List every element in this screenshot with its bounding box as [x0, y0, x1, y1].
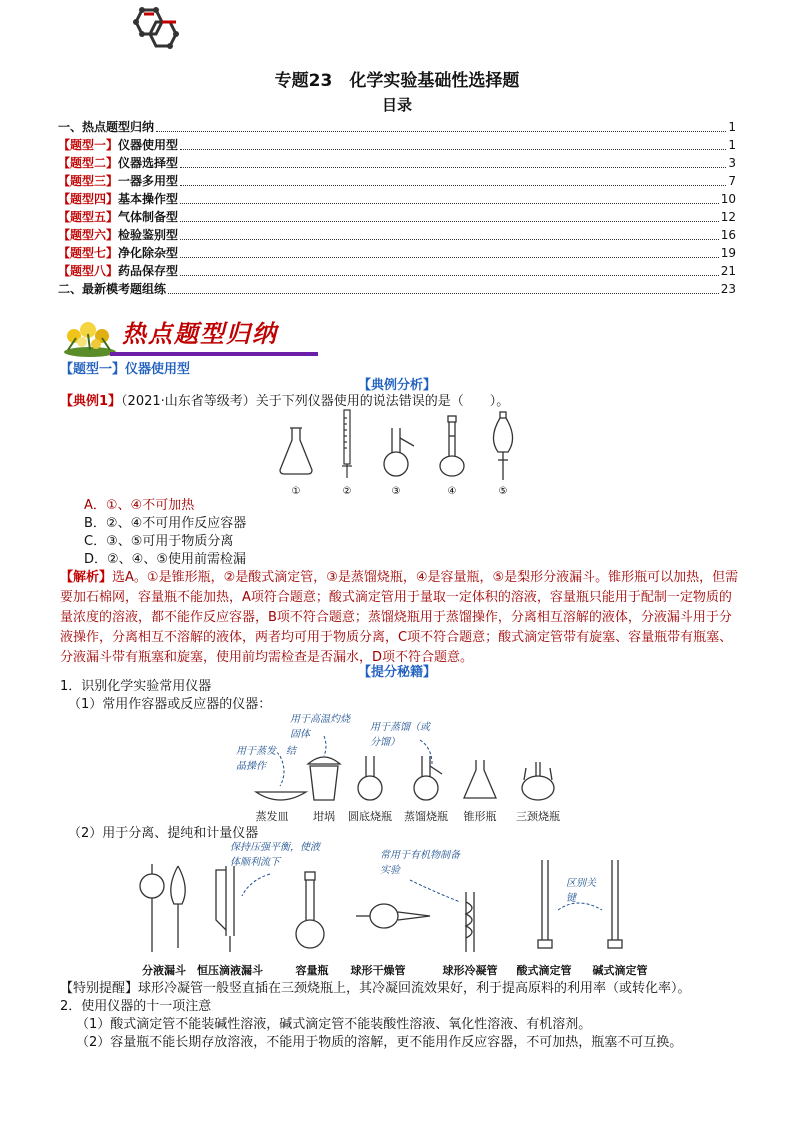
- note-crucible: 用于高温灼烧固体: [290, 714, 350, 740]
- toc-page-number: 3: [728, 156, 736, 170]
- toc-title: 一、热点题型归纳: [58, 120, 155, 134]
- toc-leader-dots: [180, 220, 719, 222]
- note-distill: 用于蒸馏（或分馏）: [370, 722, 430, 748]
- caption-condenser: 球形冷凝管: [442, 964, 498, 977]
- toc-page-number: 21: [720, 264, 736, 278]
- separatory-funnel-drawing: [493, 412, 512, 480]
- toc-page-number: 1: [728, 138, 736, 152]
- remark-tag: 【特别提醒】: [60, 981, 139, 996]
- example-source: （2021·山东省等级考）: [121, 394, 256, 409]
- example-question-text: 关于下列仪器使用的说法错误的是（ ）。: [255, 394, 510, 409]
- distillation-flask-drawing: [384, 428, 414, 476]
- toc-label: [58, 136, 178, 154]
- section-banner: [60, 312, 318, 358]
- toc-bracket: 【题型一】: [58, 138, 119, 152]
- toc-row[interactable]: [58, 208, 736, 226]
- toc-page-number: 23: [720, 282, 736, 296]
- example-heading: 【典例分析】: [357, 378, 436, 393]
- toc-row[interactable]: [58, 136, 736, 154]
- question-type-name: 仪器使用型: [125, 362, 191, 377]
- caption-acid-burette: 酸式滴定管: [516, 964, 572, 977]
- toc-title: 仪器选择型: [118, 156, 179, 170]
- toc-label: [58, 208, 178, 226]
- toc-bracket: 【题型五】: [58, 210, 119, 224]
- toc-bracket: 【题型六】: [58, 228, 119, 242]
- toc-row[interactable]: [58, 226, 736, 244]
- figure-label-3: ③: [391, 486, 401, 497]
- toc-row[interactable]: [58, 172, 736, 190]
- toc-row[interactable]: [58, 118, 736, 136]
- toc-page-number: 12: [720, 210, 736, 224]
- toc-leader-dots: [168, 292, 719, 294]
- tip-point-1: 1．识别化学实验常用仪器: [60, 679, 212, 694]
- toc-leader-dots: [156, 130, 726, 132]
- caption-base-burette: 碱式滴定管: [592, 964, 648, 977]
- volumetric-flask-drawing: [440, 416, 464, 476]
- toc-bracket: 【题型二】: [58, 156, 119, 170]
- toc-title: 气体制备型: [118, 210, 179, 224]
- toc-label: [58, 262, 178, 280]
- example-tag: 【典例1】: [60, 394, 122, 409]
- caption-crucible: 坩埚: [313, 810, 335, 823]
- caption-distillation-flask: 蒸馏烧瓶: [404, 810, 448, 823]
- tip-point-2: 2．使用仪器的十一项注意: [60, 999, 212, 1014]
- toc-bracket: 【题型四】: [58, 192, 119, 206]
- tips-heading: 【提分秘籍】: [357, 665, 436, 680]
- option-c: C．③、⑤可用于物质分离: [84, 534, 234, 549]
- option-b: B．②、④不可用作反应容器: [84, 516, 247, 531]
- caption-three-neck-flask: 三颈烧瓶: [516, 810, 560, 823]
- analysis-tag: 【解析】: [60, 570, 113, 585]
- toc-title: 仪器使用型: [118, 138, 179, 152]
- toc-label: [58, 280, 166, 298]
- toc-leader-dots: [180, 184, 726, 186]
- note-pressure: 保持压强平衡，使液体顺利流下: [230, 842, 320, 868]
- note-key-difference: 区别关键: [566, 878, 596, 904]
- distill-flask-shape: [414, 776, 438, 800]
- caption-volumetric-flask: 容量瓶: [295, 964, 329, 977]
- toc-label: [58, 154, 178, 172]
- toc-page-number: 19: [720, 246, 736, 260]
- toc-title: 净化除杂型: [118, 246, 179, 260]
- tip-note-2: （2）容量瓶不能长期存放溶液，不能用于物质的溶解，更不能用作反应容器，不可加热，瓶塞不可互换。: [76, 1035, 683, 1050]
- round-flask-shape: [358, 776, 382, 800]
- caption-round-bottom-flask: 圆底烧瓶: [348, 810, 392, 823]
- note-organic: 常用于有机物制备实验: [380, 850, 460, 876]
- figure-label-2: ②: [342, 486, 352, 497]
- tip-sub-1: （1）常用作容器或反应器的仪器：: [68, 697, 272, 712]
- tip-note-1: （1）酸式滴定管不能装碱性溶液，碱式滴定管不能装酸性溶液、氧化性溶液、有机溶剂。: [76, 1017, 592, 1032]
- header-logo: [122, 2, 192, 58]
- toc-leader-dots: [180, 166, 726, 168]
- toc-page-number: 16: [720, 228, 736, 242]
- toc-row[interactable]: [58, 262, 736, 280]
- toc-bracket: 【题型七】: [58, 246, 119, 260]
- toc-row[interactable]: [58, 280, 736, 298]
- tip-sub-2: （2）用于分离、提纯和计量仪器: [68, 826, 259, 841]
- toc-label: [58, 244, 178, 262]
- toc-leader-dots: [180, 256, 719, 258]
- analysis-paragraph: [60, 568, 740, 668]
- caption-evaporating-dish: 蒸发皿: [255, 810, 289, 823]
- toc-label: [58, 226, 178, 244]
- toc-title: 一器多用型: [118, 174, 179, 188]
- caption-conical-flask: 锥形瓶: [463, 810, 497, 823]
- toc-leader-dots: [180, 148, 726, 150]
- note-evaporate: 用于蒸发、结晶操作: [236, 746, 296, 772]
- separation-figure: [130, 840, 670, 976]
- banner-underline: [110, 352, 318, 356]
- toc-page-number: 7: [728, 174, 736, 188]
- crucible-shape: [310, 766, 338, 800]
- special-remark: [60, 979, 691, 999]
- toc-label: [58, 172, 178, 190]
- toc-page-number: 1: [728, 120, 736, 134]
- toc-leader-dots: [180, 274, 719, 276]
- option-a: A．①、④不可加热: [84, 498, 195, 513]
- toc-row[interactable]: [58, 154, 736, 172]
- erlenmeyer-shape: [464, 760, 496, 798]
- option-d: D．②、④、⑤使用前需检漏: [84, 552, 246, 567]
- containers-figure: [236, 712, 580, 823]
- toc-title: 二、最新模考题组练: [58, 282, 167, 296]
- toc-page-number: 10: [720, 192, 736, 206]
- toc-leader-dots: [180, 238, 719, 240]
- toc-title: 检验鉴别型: [118, 228, 179, 242]
- three-neck-flask-shape: [522, 776, 554, 800]
- toc-label: [58, 190, 178, 208]
- example-instruments-figure: [268, 408, 528, 498]
- analysis-text: 选A。①是锥形瓶，②是酸式滴定管，③是蒸馏烧瓶，④是容量瓶，⑤是梨形分液漏斗。锥形瓶可以加热，但需要加石棉网，容量瓶不能加热，A项符合题意；酸式滴定管用于量取一定体积的溶液，容量瓶只能用于配制一定物质的量浓度的溶液，都不能作反应容器，B项不符合题意；蒸馏烧瓶用于蒸馏操作，分离相互溶解的液体，分液漏斗用于分液操作，分离相互不溶解的液体，两者均可用于物质分离，C项不符合题意；酸式滴定管带有旋塞、容量瓶带有瓶塞、分液漏斗带有瓶塞和旋塞，使用前均需检查是否漏水，D项不符合题意。: [60, 570, 739, 665]
- toc-label: [58, 118, 154, 136]
- question-type-bracket: 【题型一】: [60, 362, 126, 377]
- toc-heading: 目录: [381, 96, 412, 114]
- banner-title: 热点题型归纳: [122, 319, 278, 348]
- toc-leader-dots: [180, 202, 719, 204]
- caption-separatory-funnel: 分液漏斗: [142, 964, 186, 977]
- burette-drawing: [342, 410, 352, 478]
- toc-row[interactable]: [58, 190, 736, 208]
- caption-pressure-funnel: 恒压滴液漏斗: [197, 964, 263, 977]
- figure-label-1: ①: [291, 486, 301, 497]
- remark-text: 球形冷凝管一般竖直插在三颈烧瓶上，其冷凝回流效果好，利于提高原料的利用率（或转化率）。: [138, 981, 691, 996]
- caption-drying-tube: 球形干燥管: [350, 964, 406, 977]
- evaporating-dish-shape: [256, 792, 306, 800]
- figure-label-4: ④: [447, 486, 457, 497]
- toc-title: 药品保存型: [118, 264, 179, 278]
- figure-label-5: ⑤: [498, 486, 508, 497]
- crucible-lid-shape: [308, 757, 340, 764]
- toc-bracket: 【题型三】: [58, 174, 119, 188]
- toc-row[interactable]: [58, 244, 736, 262]
- toc-title: 基本操作型: [118, 192, 179, 206]
- toc-bracket: 【题型八】: [58, 264, 119, 278]
- conical-flask-drawing: [280, 428, 312, 474]
- document-title: 专题23 化学实验基础性选择题: [274, 71, 520, 91]
